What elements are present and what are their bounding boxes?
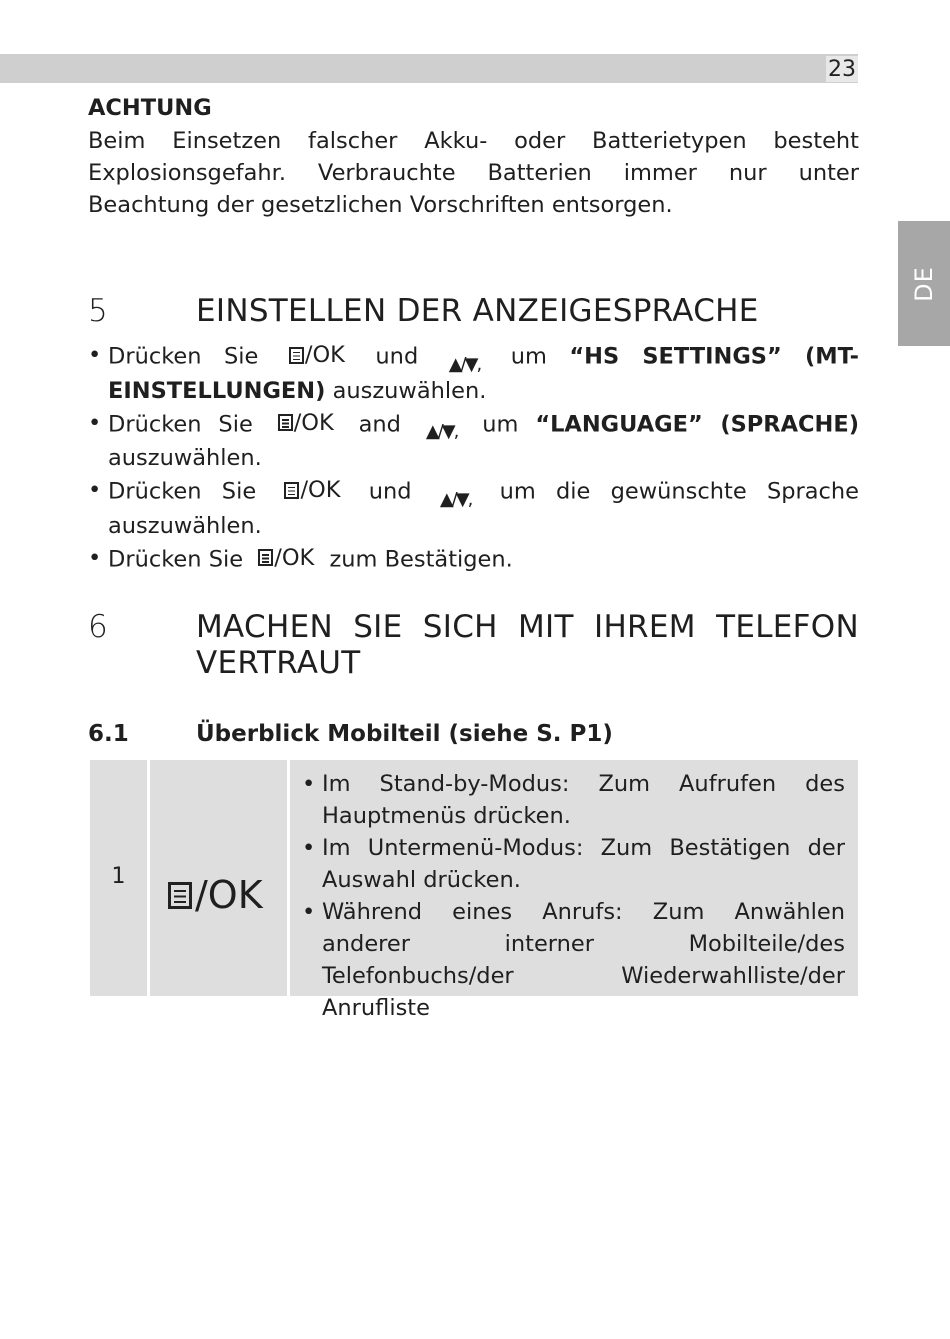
step-text: um die gewünschte Sprache auszuwählen. — [108, 478, 860, 539]
menu-option-label: “LANGUAGE” (SPRACHE) — [535, 411, 860, 437]
language-steps-list — [88, 339, 859, 575]
up-down-arrow-icon: ▲/▼, — [425, 421, 458, 442]
step-text: Drücken Sie — [108, 478, 257, 505]
menu-option-label: “HS SETTINGS” (MT-EINSTELLUNGEN) — [108, 343, 860, 404]
warning-text: Beim Einsetzen falscher Akku- oder Batterietypen besteht Explosionsgefahr. Verbrauchte Batterien immer nur unter Beachtung der gesetzlichen Vorschriften entsorgen. — [88, 128, 859, 218]
subsection-number: 6.1 — [88, 721, 129, 747]
menu-icon — [168, 882, 192, 909]
table-divider — [287, 760, 290, 996]
step-item — [88, 339, 859, 407]
step-text: um — [482, 411, 519, 437]
menu-ok-key: /OK — [278, 407, 334, 439]
section-5-number: 5 — [88, 293, 108, 329]
section-6-number: 6 — [88, 609, 108, 645]
list-item: • Während eines Anrufs: Zum Anwählen anderer interner Mobilteile/des Telefonbuchs/der Wiederwahlliste/der Anrufliste — [302, 896, 845, 1024]
language-tab — [898, 221, 950, 346]
step-text: auszuwählen. — [332, 377, 487, 404]
menu-icon — [284, 482, 299, 499]
subsection-title: Überblick Mobilteil (siehe S. P1) — [196, 721, 613, 747]
list-item: • Im Stand-by-Modus: Zum Aufrufen des Hauptmenüs drücken. — [302, 768, 845, 832]
warning-title: ACHTUNG — [88, 95, 212, 121]
step-item — [88, 407, 859, 475]
table-row-index: 1 — [111, 864, 126, 889]
menu-ok-key: /OK — [284, 474, 340, 506]
header-bar — [0, 54, 858, 83]
step-item — [88, 474, 859, 542]
menu-icon — [258, 549, 273, 566]
menu-icon — [278, 414, 293, 431]
section-5-title: EINSTELLEN DER ANZEIGESPRACHE — [196, 293, 759, 329]
step-item — [88, 542, 859, 576]
key-description-list — [302, 768, 845, 1024]
menu-icon — [289, 347, 304, 364]
language-tab-label: DE — [910, 265, 938, 302]
menu-ok-key-large: /OK — [168, 873, 263, 917]
section-6-title: MACHEN SIE SICH MIT IHREM TELEFON VERTRAUT — [196, 609, 859, 681]
up-down-arrow-icon: ▲/▼, — [448, 353, 481, 375]
page-number: 23 — [828, 57, 856, 82]
step-text: und — [368, 478, 412, 505]
up-down-arrow-icon: ▲/▼, — [439, 488, 472, 510]
step-text: zum Bestätigen. — [329, 546, 513, 572]
table-divider — [147, 760, 150, 996]
menu-ok-key: /OK — [289, 339, 345, 371]
step-text: Drücken Sie — [108, 546, 244, 572]
step-text: Drücken Sie — [108, 343, 259, 370]
menu-ok-key: /OK — [258, 542, 314, 574]
step-text: and — [358, 411, 401, 437]
step-text: Drücken Sie — [108, 411, 253, 437]
step-text: und — [375, 343, 419, 370]
step-text: um — [510, 343, 547, 370]
step-text: auszuwählen. — [108, 445, 262, 471]
list-item: • Im Untermenü-Modus: Zum Bestätigen der Auswahl drücken. — [302, 832, 845, 896]
